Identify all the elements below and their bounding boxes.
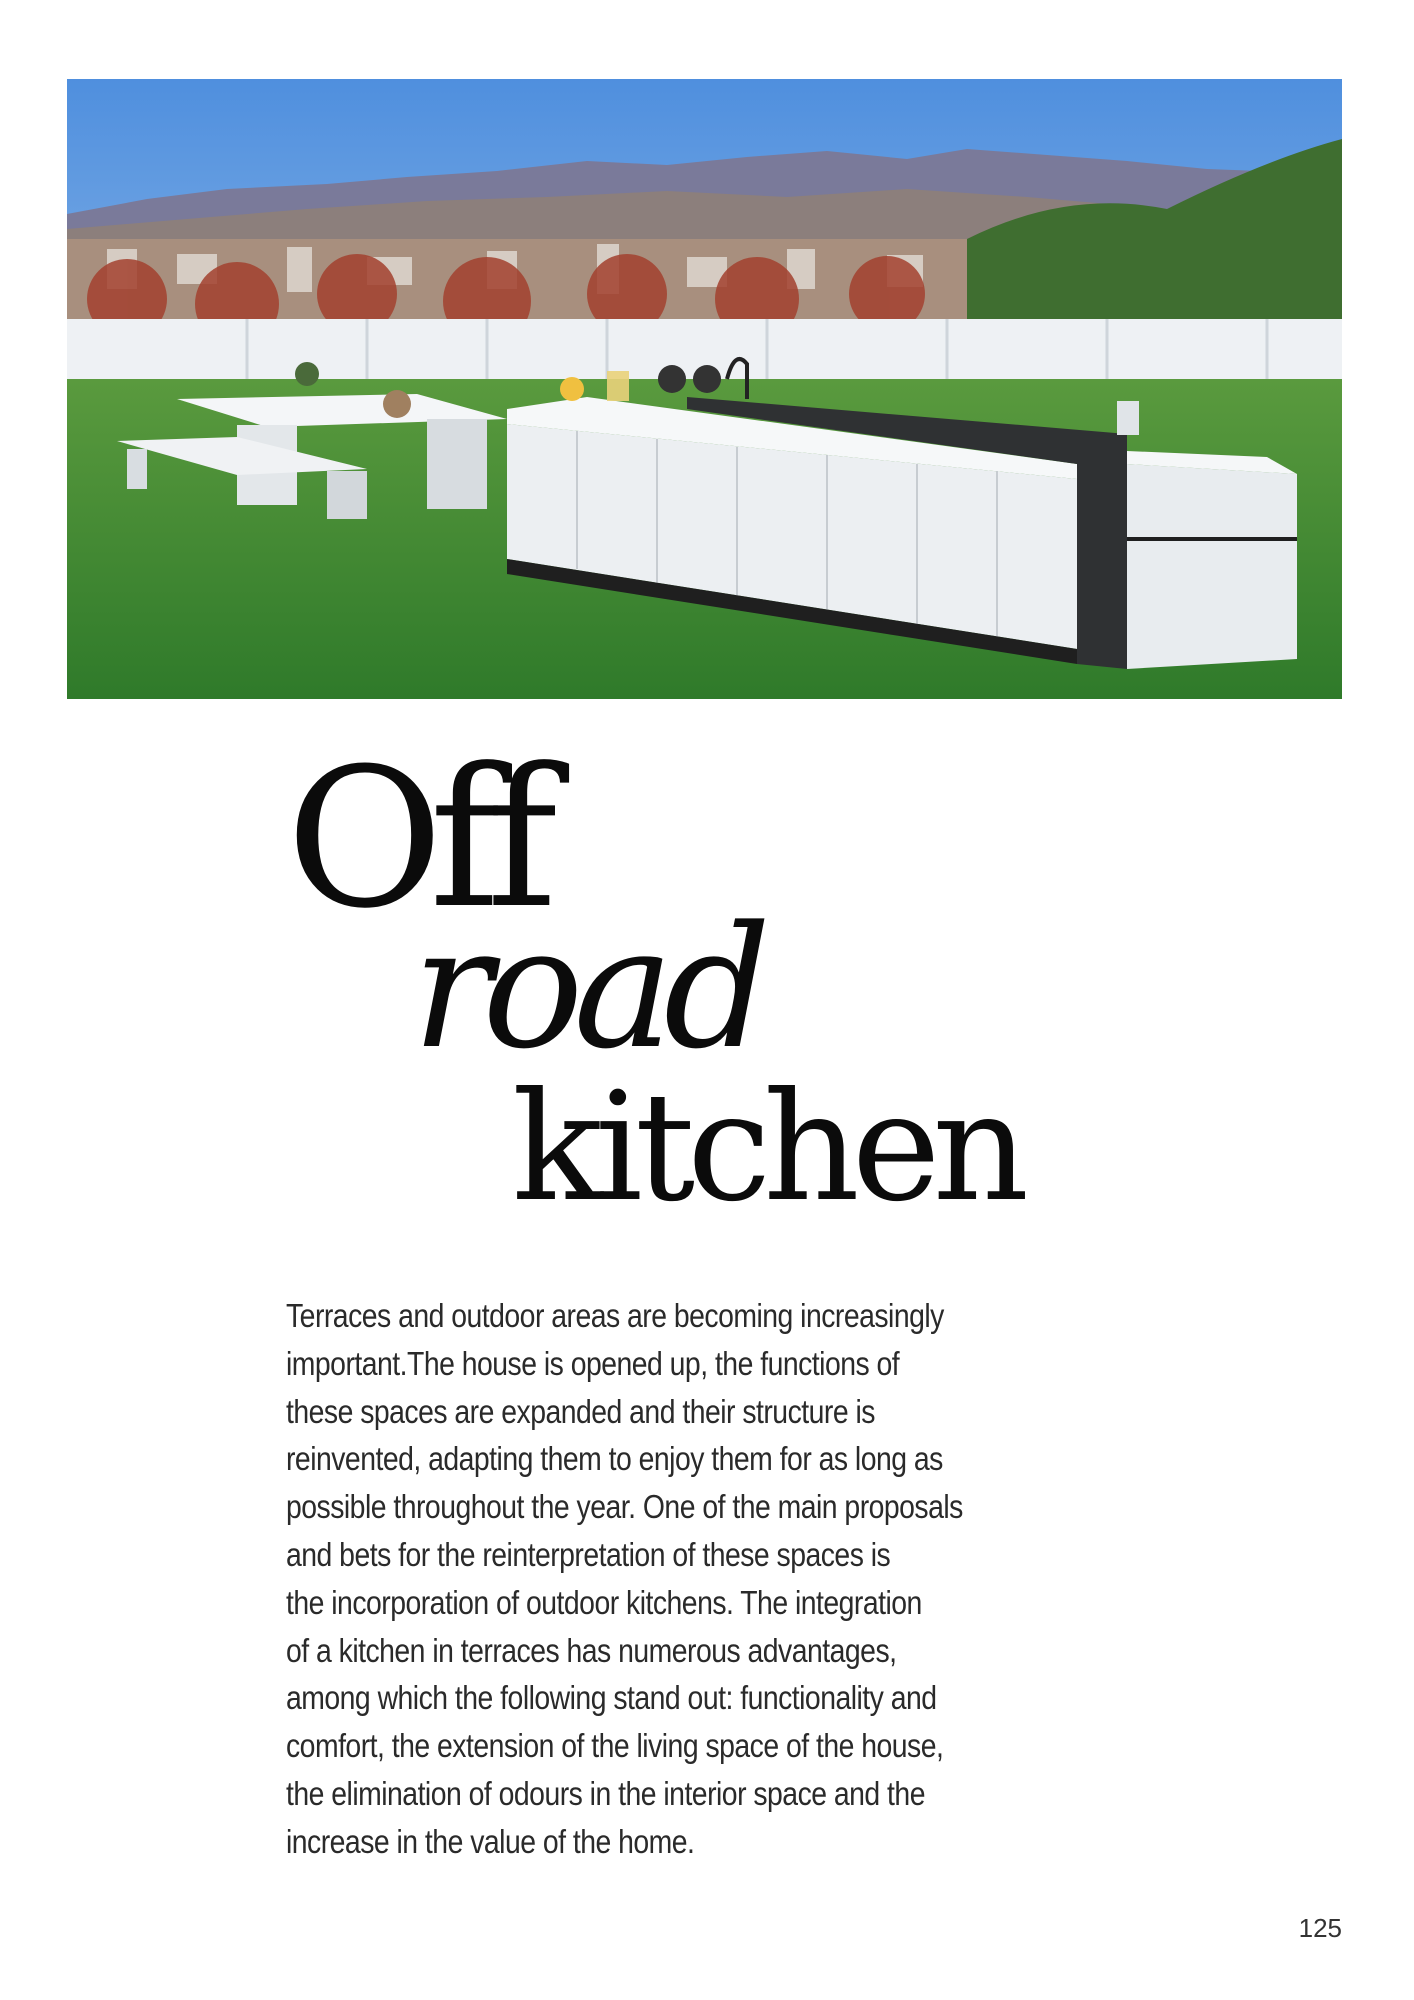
body-line: and bets for the reinterpretation of these spaces is xyxy=(286,1535,891,1573)
body-line: important.The house is opened up, the functions of xyxy=(286,1344,900,1382)
body-line: possible throughout the year. One of the main proposals xyxy=(286,1488,963,1526)
body-line: increase in the value of the home. xyxy=(286,1822,695,1860)
hero-photo xyxy=(67,79,1342,699)
body-line: Terraces and outdoor areas are becoming increasingly xyxy=(286,1297,944,1334)
body-line: reinvented, adapting them to enjoy them for as long as xyxy=(286,1440,943,1478)
body-line: the incorporation of outdoor kitchens. The integration xyxy=(286,1583,922,1621)
body-line: of a kitchen in terraces has numerous advantages, xyxy=(286,1631,897,1669)
body-line: comfort, the extension of the living space of the house, xyxy=(286,1727,944,1765)
title-line-kitchen: kitchen xyxy=(512,1061,1022,1235)
outdoor-kitchen-photo xyxy=(67,79,1342,699)
body-line: the elimination of odours in the interior space and the xyxy=(286,1774,925,1812)
body-paragraph xyxy=(286,1292,1166,1866)
body-line: among which the following stand out: functionality and xyxy=(286,1679,937,1717)
body-line: these spaces are expanded and their structure is xyxy=(286,1392,875,1430)
page-number: 125 xyxy=(1298,1913,1342,1943)
title-line-off: Off xyxy=(286,728,544,951)
title-line-road: road xyxy=(412,890,762,1086)
